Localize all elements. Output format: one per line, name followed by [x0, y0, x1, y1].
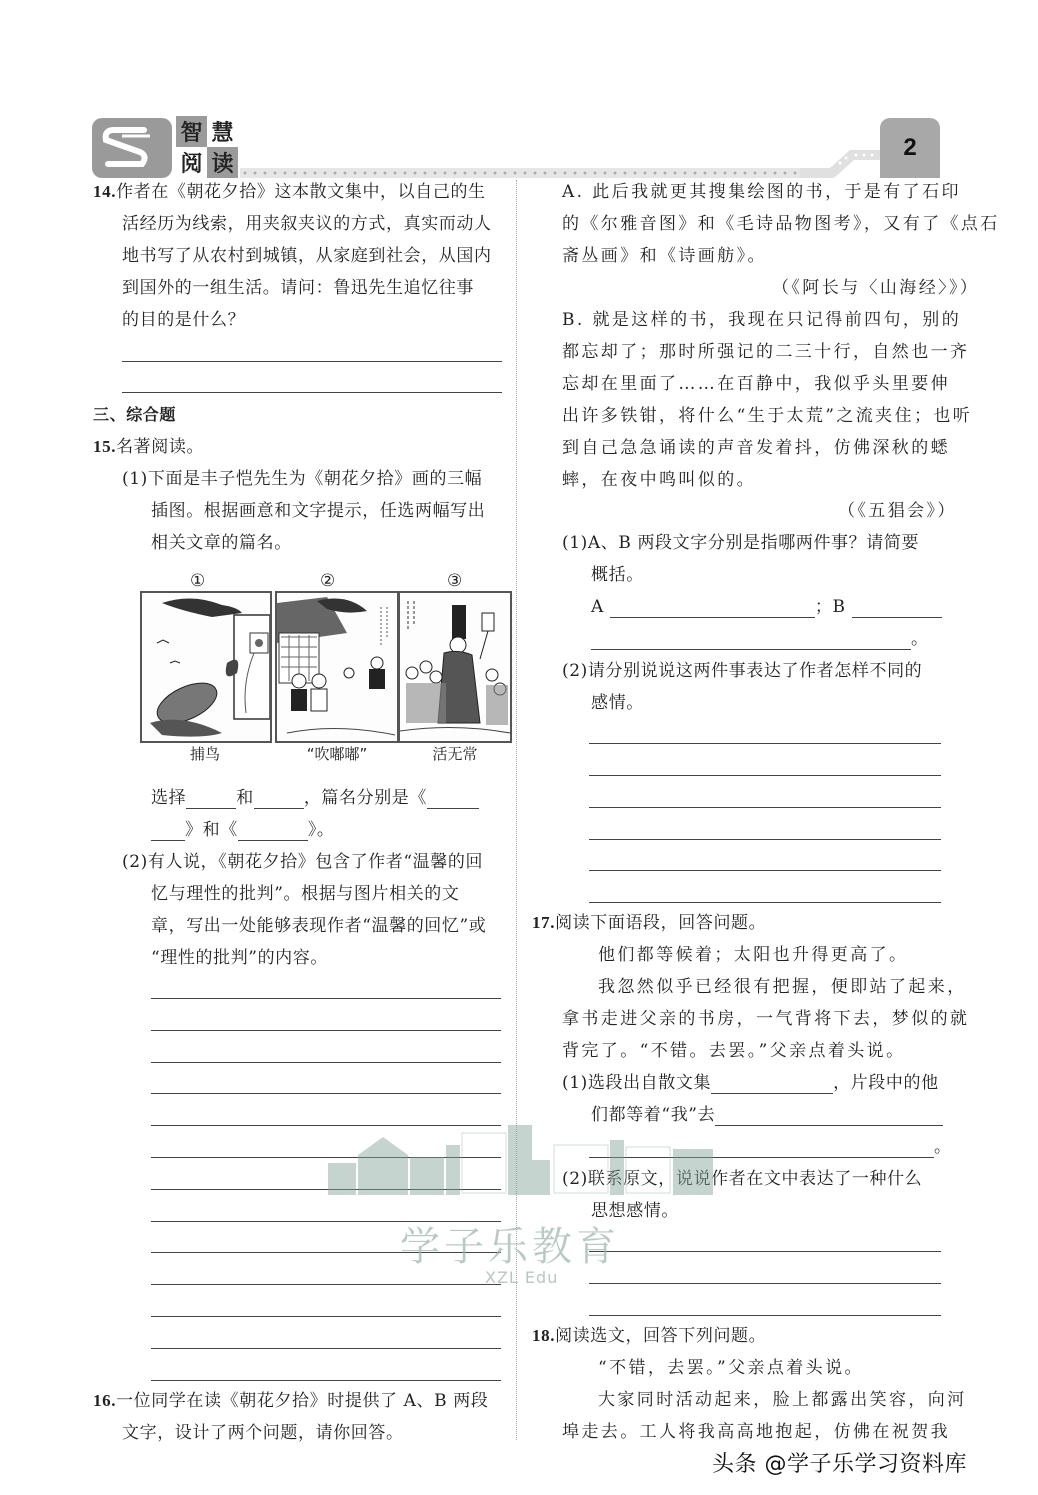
- q17-passage-line: 他们都等候着；太阳也升得更高了。: [598, 945, 909, 965]
- q14-line: 的目的是什么？: [122, 310, 246, 330]
- q15-part1-line: (1)下面是丰子恺先生为《朝花夕拾》画的三幅: [122, 469, 483, 489]
- section-title: 三、综合题: [93, 405, 177, 424]
- q14-line: 到国外的一组生活。请问：鲁迅先生追忆往事: [122, 278, 474, 298]
- blank-a[interactable]: [610, 601, 815, 618]
- q15-part2-line: “理性的批判”的内容。: [151, 948, 328, 968]
- answer-line[interactable]: [589, 1251, 941, 1252]
- answer-line[interactable]: [589, 1283, 941, 1284]
- q18-passage-line: “不错，去罢。”父亲点着头说。: [598, 1358, 864, 1378]
- passage-a-line: A. 此后我就更其搜集绘图的书，于是有了石印: [562, 182, 961, 202]
- passage-b-line: 蟀，在夜中鸣叫似的。: [562, 470, 756, 490]
- header-dotted-band: [240, 168, 800, 178]
- page-number: 2: [880, 118, 940, 178]
- answer-line[interactable]: [589, 807, 941, 808]
- q17-part1: (1)选段出自散文集 ，片段中的他: [562, 1073, 939, 1093]
- passage-b-line: 到自己急急诵读的声音发着抖，仿佛深秋的蟋: [562, 438, 950, 458]
- header-ramp: [800, 147, 880, 178]
- passage-a-line: 斋丛画》和《诗画舫》。: [562, 246, 767, 266]
- answer-line[interactable]: [151, 1062, 501, 1063]
- passage-b-line: 都忘却了；那时所强记的二三十行，自然也一齐: [562, 342, 970, 362]
- q14-line: 地书写了从农村到城镇，从家庭到社会，从国内: [122, 246, 492, 266]
- q16-fill: A ；B: [591, 596, 942, 618]
- q14-line: 14.作者在《朝花夕拾》这本散文集中，以自己的生: [93, 182, 486, 202]
- watermark-city-icon: [328, 1125, 718, 1195]
- q17-passage-line: 拿书走进父亲的书房，一气背将下去，梦似的就: [562, 1009, 970, 1029]
- answer-line[interactable]: [589, 870, 941, 871]
- q16-part1-line: (1)A、B 两段文字分别是指哪两件事？请简要: [562, 533, 920, 553]
- q18-passage-line: 埠走去。工人将我高高地抱起，仿佛在祝贺我: [562, 1422, 950, 1442]
- answer-line[interactable]: [589, 902, 941, 903]
- q15-part1-line: 相关文章的篇名。: [151, 533, 292, 553]
- image-marker: ②: [320, 571, 336, 591]
- blank-collection[interactable]: [711, 1077, 833, 1094]
- q16-line: 16.一位同学在读《朝花夕拾》时提供了 A、B 两段: [93, 1391, 489, 1411]
- blank-choice-1[interactable]: [186, 792, 236, 809]
- blank-waiting-for[interactable]: [715, 1109, 943, 1126]
- q15-fill-line2: 》和《 》。: [151, 819, 335, 841]
- blank-title-2[interactable]: [238, 824, 308, 841]
- q15-part2-line: (2)有人说，《朝花夕拾》包含了作者“温馨的回: [122, 852, 484, 872]
- passage-b-line: 出许多铁钳，将什么“生于太荒”之流夹住；也听: [562, 406, 973, 426]
- publisher-logo: [92, 118, 172, 178]
- answer-line[interactable]: [151, 1093, 501, 1094]
- q15-part1-line: 插图。根据画意和文字提示，任选两幅写出: [151, 501, 486, 521]
- answer-line[interactable]: [589, 839, 941, 840]
- logo-s-icon: [92, 118, 172, 178]
- q16-fill-cont: 。: [591, 628, 929, 650]
- image-caption: 捕鸟: [189, 745, 220, 763]
- watermark-subtext: XZL Edu: [485, 1268, 559, 1287]
- passage-a-source: （《阿长与〈山海经〉》）: [772, 278, 980, 298]
- q17-part2-line: (2)联系原文，说说作者在文中表达了一种什么: [562, 1169, 923, 1189]
- q17-passage-line: 我忽然似乎已经很有把握，便即站了起来，: [598, 977, 967, 997]
- watermark-text: 学子乐教育: [400, 1224, 620, 1270]
- answer-line[interactable]: [589, 1315, 941, 1316]
- illustration-catching-birds: [140, 591, 272, 743]
- answer-line[interactable]: [151, 1380, 501, 1381]
- q17-part1-cont: 们都等着“我”去: [591, 1104, 943, 1126]
- q14-line: 活经历为线索，用夹叙夹议的方式，真实而动人: [122, 214, 492, 234]
- answer-line[interactable]: [122, 392, 502, 393]
- answer-line[interactable]: [151, 1348, 501, 1349]
- answer-line[interactable]: [589, 775, 941, 776]
- image-marker: ①: [190, 571, 206, 591]
- q15-part2-line: 忆与理性的批判”。根据与图片相关的文: [151, 884, 460, 904]
- illustration-blowing-whistle: [275, 591, 399, 743]
- passage-a-line: 的《尔雅音图》和《毛诗品物图考》，又有了《点石: [562, 214, 1000, 234]
- source-credit: 头条 @学子乐学习资料库: [712, 1452, 967, 1477]
- q17-part2-line: 思想感情。: [591, 1201, 679, 1221]
- q16-part1-line: 概括。: [591, 565, 644, 585]
- q15-fill-line1: 选择 和 ，篇名分别是《: [151, 787, 479, 809]
- q17-title: 17.阅读下面语段，回答问题。: [532, 913, 767, 933]
- passage-b-line: 忘却在里面了……在百静中，我似乎头里要伸: [562, 374, 950, 394]
- q15-title: 15.名著阅读。: [93, 437, 205, 457]
- q16-line: 文字，设计了两个问题，请你回答。: [122, 1423, 404, 1443]
- logo-char: 慧: [211, 120, 234, 146]
- passage-b-line: B. 就是这样的书，我现在只记得前四句，别的: [562, 310, 962, 330]
- image-caption: “吹嘟嘟”: [306, 745, 368, 763]
- q16-part2-line: 感情。: [591, 693, 644, 713]
- blank-title-1[interactable]: [427, 792, 479, 809]
- answer-line[interactable]: [589, 743, 941, 744]
- logo-char: 智: [176, 116, 207, 147]
- logo-char: 读: [207, 147, 238, 178]
- image-marker: ③: [447, 571, 463, 591]
- q16-part2-line: (2)请分别说说这两件事表达了作者怎样不同的: [562, 661, 923, 681]
- q17-part1-cont2: 。: [589, 1136, 952, 1158]
- answer-line[interactable]: [151, 1030, 501, 1031]
- blank-title-1-cont[interactable]: [151, 824, 185, 841]
- q17-passage-line: 背完了。“不错。去罢。”父亲点着头说。: [562, 1041, 906, 1061]
- image-caption: 活无常: [432, 745, 478, 763]
- answer-line[interactable]: [151, 1316, 501, 1317]
- q15-part2-line: 章，写出一处能够表现作者“温馨的回忆”或: [151, 916, 487, 936]
- q18-passage-line: 大家同时活动起来，脸上都露出笑容，向河: [598, 1390, 967, 1410]
- answer-line[interactable]: [122, 361, 502, 362]
- answer-line[interactable]: [151, 1284, 501, 1285]
- passage-b-source: （《五猖会》）: [838, 501, 957, 521]
- q18-title: 18.阅读选文，回答下列问题。: [532, 1326, 767, 1346]
- answer-line[interactable]: [151, 998, 501, 999]
- blank-choice-2[interactable]: [254, 792, 304, 809]
- blank-b[interactable]: [852, 601, 942, 618]
- blank-b-cont[interactable]: [591, 633, 911, 650]
- logo-title: [176, 116, 238, 178]
- logo-char: 阅: [180, 151, 203, 177]
- illustration-wuchang: [398, 591, 512, 743]
